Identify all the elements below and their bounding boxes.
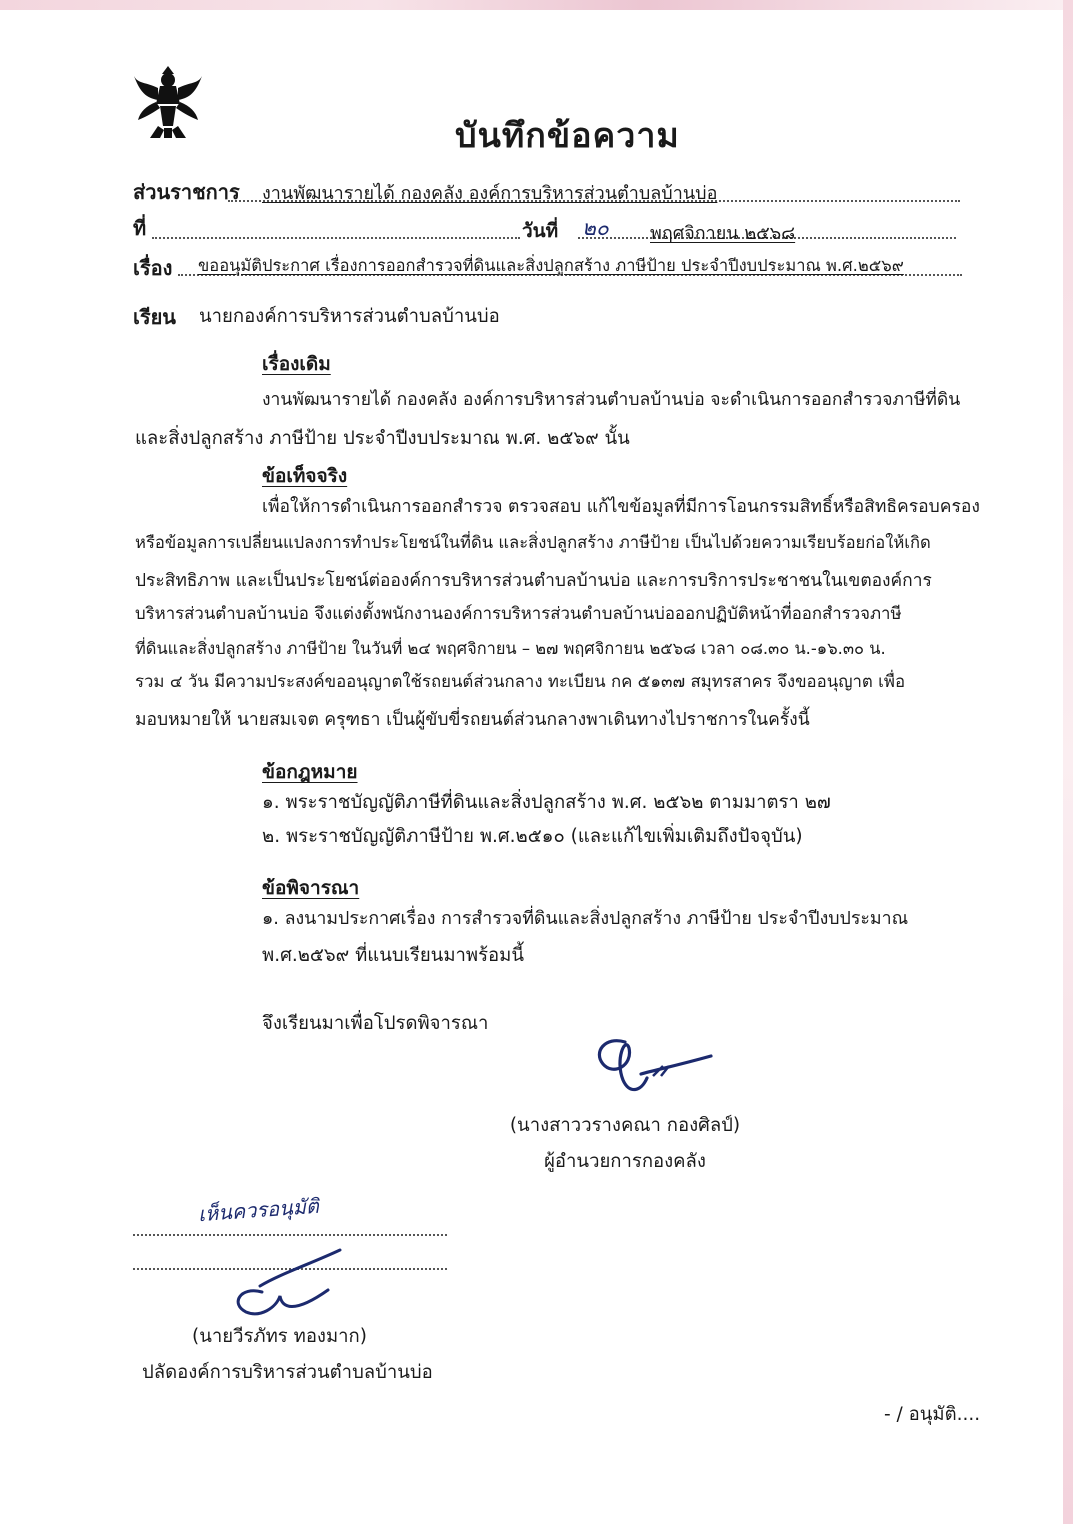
- subject-value: ขออนุมัติประกาศ เรื่องการออกสำรวจที่ดินและสิ่งปลูกสร้าง ภาษีป้าย ประจำปีงบประมาณ พ.ศ.๒๕๖๙: [198, 256, 904, 275]
- consider-heading: ข้อพิจารณา: [262, 877, 360, 899]
- scan-right-edge: [1063, 0, 1073, 1524]
- background-line-2: และสิ่งปลูกสร้าง ภาษีป้าย ประจำปีงบประมาณ พ.ศ. ๒๕๖๙ นั้น: [135, 428, 630, 449]
- subject-label: เรื่อง: [133, 256, 173, 280]
- signer-1-name: (นางสาววรางคณา กองศิลป์): [509, 1115, 741, 1136]
- signer-1-position: ผู้อำนวยการกองคลัง: [544, 1151, 706, 1172]
- facts-line-3: ประสิทธิภาพ และเป็นประโยชน์ต่อองค์การบริหารส่วนตำบลบ้านบ่อ และการบริการประชาชนในเขตองค์การ: [135, 571, 932, 591]
- consider-line-2: พ.ศ.๒๕๖๙ ที่แนบเรียนมาพร้อมนี้: [262, 945, 524, 966]
- signer-2-position: ปลัดองค์การบริหารส่วนตำบลบ้านบ่อ: [142, 1362, 433, 1383]
- date-month-year: พฤศจิกายน ๒๕๖๘: [650, 223, 796, 244]
- signer-2-name: (นายวีรภัทร ทองมาก): [192, 1326, 367, 1347]
- background-line-1: งานพัฒนารายได้ กองคลัง องค์การบริหารส่วนตำบลบ้านบ่อ จะดำเนินการออกสำรวจภาษีที่ดิน: [262, 390, 961, 410]
- note-dotted-line-1: [133, 1234, 447, 1236]
- facts-line-5: ที่ดินและสิ่งปลูกสร้าง ภาษีป้าย ในวันที่ ๒๔ พฤศจิกายน – ๒๗ พฤศจิกายน ๒๕๖๘ เวลา ๐๘.๓๐ น.-๑๖.๓๐ น.: [135, 639, 886, 658]
- agency-value: งานพัฒนารายได้ กองคลัง องค์การบริหารส่วนตำบลบ้านบ่อ: [262, 183, 718, 204]
- facts-line-7: มอบหมายให้ นายสมเจต ครุฑธา เป็นผู้ขับขี่รถยนต์ส่วนกลางพาเดินทางไปราชการในครั้งนี้: [135, 710, 810, 730]
- to-value: นายกองค์การบริหารส่วนตำบลบ้านบ่อ: [199, 306, 500, 327]
- consider-line-1: ๑. ลงนามประกาศเรื่อง การสำรวจที่ดินและสิ่งปลูกสร้าง ภาษีป้าย ประจำปีงบประมาณ: [262, 908, 909, 929]
- law-item-1: ๑. พระราชบัญญัติภาษีที่ดินและสิ่งปลูกสร้าง พ.ศ. ๒๕๖๒ ตามมาตรา ๒๗: [262, 792, 831, 813]
- facts-line-1: เพื่อให้การดำเนินการออกสำรวจ ตรวจสอบ แก้ไขข้อมูลที่มีการโอนกรรมสิทธิ์หรือสิทธิครอบครอง: [262, 497, 980, 517]
- date-label: วันที่: [522, 220, 559, 242]
- law-item-2: ๒. พระราชบัญญัติภาษีป้าย พ.ศ.๒๕๑๐ (และแก้ไขเพิ่มเติมถึงปัจจุบัน): [262, 826, 803, 847]
- signature-1-icon: [585, 1030, 720, 1105]
- ref-label: ที่: [133, 216, 147, 240]
- signature-2-icon: [220, 1246, 350, 1324]
- facts-line-2: หรือข้อมูลการเปลี่ยนแปลงการทำประโยชน์ในที่ดิน และสิ่งปลูกสร้าง ภาษีป้าย เป็นไปด้วยความเรียบร้อยก่อให้เกิด: [135, 533, 931, 552]
- ref-dotted-line: [152, 237, 520, 239]
- facts-heading: ข้อเท็จจริง: [262, 465, 348, 487]
- agency-label: ส่วนราชการ: [133, 180, 240, 204]
- garuda-emblem-icon: [132, 62, 204, 142]
- continuation-marker: - / อนุมัติ....: [884, 1404, 981, 1425]
- date-day: ๒๐: [582, 216, 609, 240]
- memo-title: บันทึกข้อความ: [455, 116, 680, 156]
- to-label: เรียน: [133, 305, 176, 329]
- law-heading: ข้อกฎหมาย: [262, 761, 358, 783]
- scan-top-band: [0, 0, 1073, 10]
- facts-line-4: บริหารส่วนตำบลบ้านบ่อ จึงแต่งตั้งพนักงานองค์การบริหารส่วนตำบลบ้านบ่อออกปฏิบัติหน้าที่ออกสำรวจภาษี: [135, 603, 902, 623]
- handwritten-note: เห็นควรอนุมัติ: [197, 1193, 320, 1227]
- background-heading: เรื่องเดิม: [262, 353, 331, 375]
- closing-text: จึงเรียนมาเพื่อโปรดพิจารณา: [262, 1013, 489, 1034]
- facts-line-6: รวม ๔ วัน มีความประสงค์ขออนุญาตใช้รถยนต์ส่วนกลาง ทะเบียน กค ๕๑๓๗ สมุทรสาคร จึงขออนุญาต เพื่อ: [135, 671, 906, 691]
